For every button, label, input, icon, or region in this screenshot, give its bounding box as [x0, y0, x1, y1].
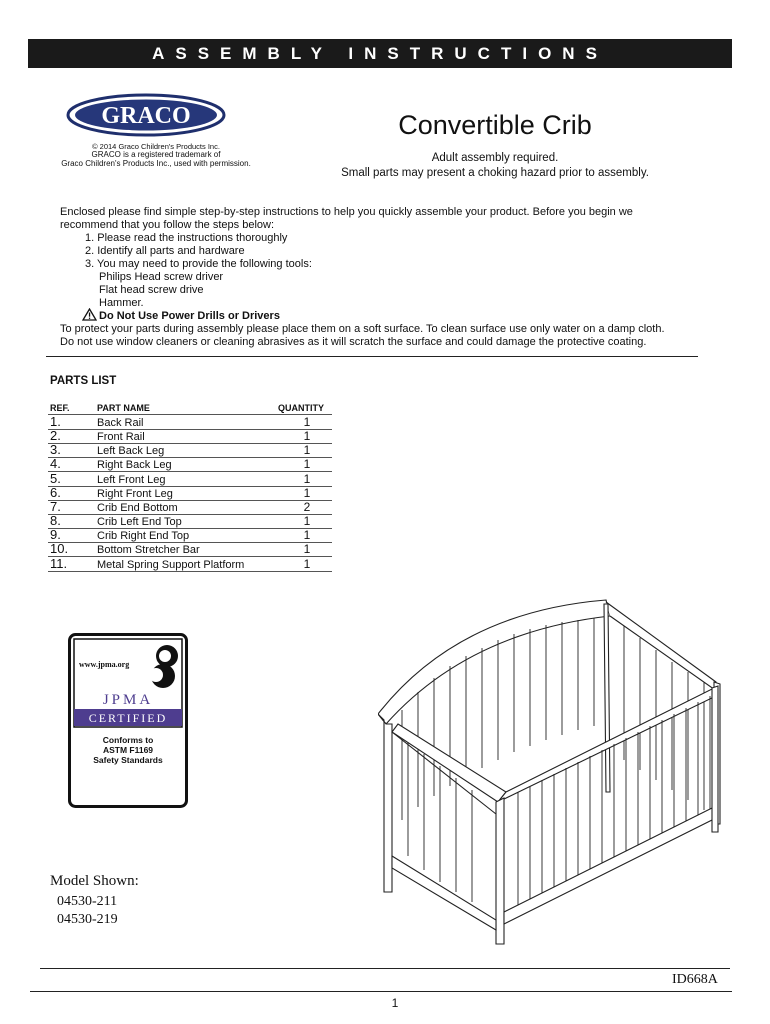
tool-item: Hammer. — [99, 297, 144, 309]
part-qty: 1 — [303, 429, 311, 443]
part-ref: 6. — [50, 485, 61, 500]
model-label: Model Shown: — [50, 873, 139, 889]
choking-warning: Small parts may present a choking hazard prior to assembly. — [341, 167, 649, 179]
part-name: Right Front Leg — [97, 488, 173, 500]
part-ref: 8. — [50, 513, 61, 528]
table-row — [48, 557, 332, 572]
part-ref: 2. — [50, 428, 61, 443]
jpma-certified-badge — [68, 633, 188, 808]
part-ref: 10. — [50, 541, 69, 556]
trademark-text: GRACO is a registered trademark of — [91, 150, 221, 159]
part-name: Back Rail — [97, 417, 144, 429]
product-title: Convertible Crib — [398, 110, 592, 140]
model-number: 04530-211 — [57, 894, 118, 909]
part-qty: 1 — [303, 557, 311, 571]
step-item: 2. Identify all parts and hardware — [85, 245, 245, 257]
table-row — [48, 457, 332, 472]
care-line-2: Do not use window cleaners or cleaning abrasives as it will scratch the surface and could damage the protective coating. — [60, 336, 647, 348]
table-row — [48, 472, 332, 487]
part-name: Metal Spring Support Platform — [97, 559, 245, 571]
table-row — [48, 528, 332, 543]
part-qty: 1 — [303, 528, 311, 542]
part-name: Front Rail — [97, 431, 145, 443]
part-ref: 11. — [50, 556, 68, 571]
table-row — [48, 542, 332, 557]
col-name-header: PART NAME — [97, 403, 150, 413]
part-name: Crib End Bottom — [97, 502, 178, 514]
header-bar — [28, 39, 732, 68]
step-item: 1. Please read the instructions thoroughly — [85, 232, 288, 244]
intro-line-2: recommend that you follow the steps below: — [60, 219, 275, 231]
page-number: 1 — [391, 996, 399, 1010]
divider — [46, 356, 698, 357]
col-qty-header: QUANTITY — [278, 403, 324, 413]
part-ref: 5. — [50, 471, 61, 486]
footer-divider — [40, 968, 730, 969]
tool-item: Flat head screw drive — [99, 284, 204, 296]
footer-divider-2 — [30, 991, 732, 992]
part-ref: 9. — [50, 527, 61, 542]
table-row — [48, 443, 332, 458]
part-qty: 1 — [303, 457, 311, 471]
part-qty: 1 — [303, 542, 311, 556]
graco-logo — [66, 93, 226, 137]
copyright-text: © 2014 Graco Children's Products Inc. — [92, 142, 220, 151]
part-name: Right Back Leg — [97, 459, 172, 471]
parts-list-title: PARTS LIST — [50, 375, 117, 387]
table-row — [48, 415, 332, 430]
part-name: Crib Right End Top — [97, 530, 190, 542]
svg-text:www.jpma.org: www.jpma.org — [79, 660, 130, 669]
table-row — [48, 486, 332, 501]
power-drill-warning: Do Not Use Power Drills or Drivers — [99, 310, 280, 322]
part-name: Left Back Leg — [97, 445, 165, 457]
part-ref: 3. — [50, 442, 61, 457]
svg-text:JPMA: JPMA — [102, 692, 154, 708]
crib-illustration — [378, 592, 723, 950]
part-qty: 1 — [303, 514, 311, 528]
assembly-note: Adult assembly required. — [431, 152, 559, 164]
part-ref: 4. — [50, 456, 61, 471]
part-qty: 1 — [303, 443, 311, 457]
step-item: 3. You may need to provide the following tools: — [85, 258, 312, 270]
part-ref: 7. — [50, 499, 61, 514]
logo-text: GRACO — [101, 103, 191, 129]
care-line-1: To protect your parts during assembly please place them on a soft surface. To clean surface use only water on a damp cloth. — [60, 323, 665, 335]
model-number: 04530-219 — [57, 912, 118, 927]
header-title: ASSEMBLY INSTRUCTIONS — [152, 44, 608, 63]
table-row — [48, 514, 332, 529]
col-ref-header: REF. — [50, 403, 70, 413]
part-ref: 1. — [50, 414, 61, 429]
part-qty: 2 — [303, 500, 311, 514]
svg-text:CERTIFIED: CERTIFIED — [88, 711, 168, 725]
document-id: ID668A — [672, 972, 718, 987]
part-qty: 1 — [303, 472, 311, 486]
table-row — [48, 429, 332, 444]
svg-text:Conforms to: Conforms to — [102, 735, 154, 745]
part-name: Crib Left End Top — [97, 516, 182, 528]
table-row — [48, 500, 332, 515]
part-name: Bottom Stretcher Bar — [97, 544, 200, 556]
svg-text:Safety Standards: Safety Standards — [93, 755, 163, 765]
trademark-text-2: Graco Children's Products Inc., used with permission. — [61, 159, 251, 168]
intro-line-1: Enclosed please find simple step-by-step instructions to help you quickly assemble your product. Before you begin we — [60, 206, 633, 218]
tool-item: Philips Head screw driver — [99, 271, 224, 283]
part-qty: 1 — [303, 415, 311, 429]
warning-triangle-icon — [82, 308, 97, 321]
part-qty: 1 — [303, 486, 311, 500]
svg-text:ASTM F1169: ASTM F1169 — [102, 745, 154, 755]
part-name: Left Front Leg — [97, 474, 166, 486]
